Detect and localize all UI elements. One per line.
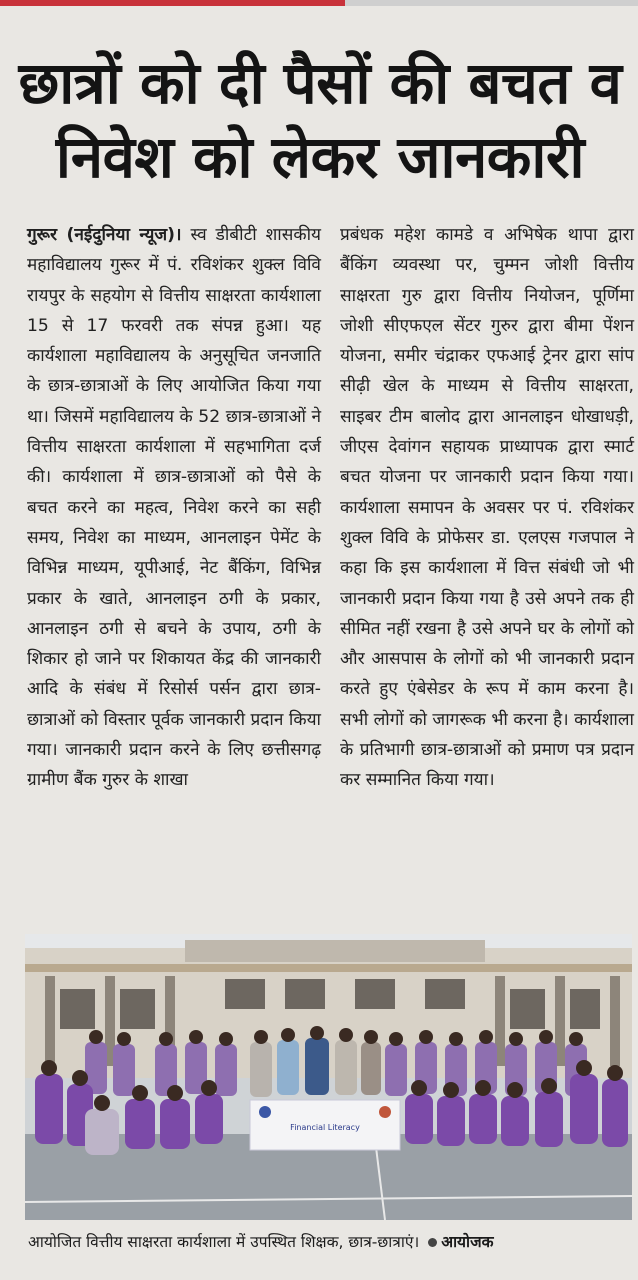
photo-caption: आयोजित वित्तीय साक्षरता कार्यशाला में उपस्थित शिक्षक, छात्र-छात्राएं। bbox=[28, 1233, 420, 1251]
banner-text: Financial Literacy bbox=[290, 1123, 360, 1132]
top-strip-gray bbox=[345, 0, 638, 6]
article-column-left bbox=[27, 220, 321, 796]
top-strip-red bbox=[0, 0, 345, 6]
photo-caption-line bbox=[28, 1230, 628, 1254]
article-body-right: प्रबंधक महेश कामडे व अभिषेक थापा द्वारा बैंकिंग व्यवस्था पर, चुम्मन जोशी वित्तीय साक्षरता गुरु द्वारा वित्तीय नियोजन, पूर्णिमा जोशी सीएफएल सेंटर गुरुर द्वारा बीमा पेंशन योजना, समीर चंद्राकर एफआई ट्रेनर द्वारा सांप सीढ़ी खेल के माध्यम से वित्तीय साक्षरता, साइबर टीम बालोद द्वारा आनलाइन धोखाधड़ी, जीएस देवांगन सहायक प्राध्यापक द्वारा स्मार्ट बचत योजना पर जानकारी प्रदान किया गया। कार्यशाला समापन के अवसर पर पं. रविशंकर शुक्ल विवि के प्रोफेसर डा. एलएस गजपाल ने कहा कि इस कार्यशाला में वित्त संबंधी जो भी जानकारी प्रदान किया गया है उसे अपने तक ही सीमित नहीं रखना है उसे अपने घर के लोगों को और आसपास के लोगों को भी जानकारी प्रदान करते हुए एंबेसेडर के रूप में काम करना है। सभी लोगों को जागरूक भी करना है। कार्यशाला के प्रतिभागी छात्र-छात्राओं को प्रमाण पत्र प्रदान कर सम्मानित किया गया। bbox=[340, 225, 634, 791]
article-headline: छात्रों को दी पैसों की बचत व निवेश को लेकर जानकारी bbox=[18, 49, 622, 191]
article-column-right bbox=[340, 220, 634, 796]
article-body-left: स्व डीबीटी शासकीय महाविद्यालय गुरूर में पं. रविशंकर शुक्ल विवि रायपुर के सहयोग से वित्तीय साक्षरता कार्यशाला 15 से 17 फरवरी तक संपन्न हुआ। यह कार्यशाला महाविद्यालय के अनुसूचित जनजाति के छात्र-छात्राओं के लिए आयोजित किया गया था। जिसमें महाविद्यालय के 52 छात्र-छात्राओं ने वित्तीय साक्षरता कार्यशाला में सहभागिता दर्ज की। कार्यशाला में छात्र-छात्राओं को पैसे के बचत करने का महत्व, निवेश करने का सही समय, निवेश का माध्यम, आनलाइन पेमेंट के विभिन्न माध्यम, यूपीआई, नेट बैंकिंग, विभिन्न प्रकार के खाते, आनलाइन ठगी के प्रकार, आनलाइन ठगी से बचने के उपाय, ठगी के शिकार हो जाने पर शिकायत केंद्र की जानकारी आदि के संबंध में रिसोर्स पर्सन द्वारा छात्र-छात्राओं को विस्तार पूर्वक जानकारी प्रदान किया गया। जानकारी प्रदान करने के लिए छत्तीसगढ़ ग्रामीण बैंक गुरुर के शाखा bbox=[27, 225, 322, 791]
photo-credit: आयोजक bbox=[441, 1233, 494, 1251]
bullet-icon bbox=[428, 1238, 437, 1247]
article-dateline: गुरूर (नईदुनिया न्यूज)। bbox=[27, 225, 182, 245]
top-color-strip bbox=[0, 0, 638, 6]
group-photo bbox=[25, 934, 632, 1220]
